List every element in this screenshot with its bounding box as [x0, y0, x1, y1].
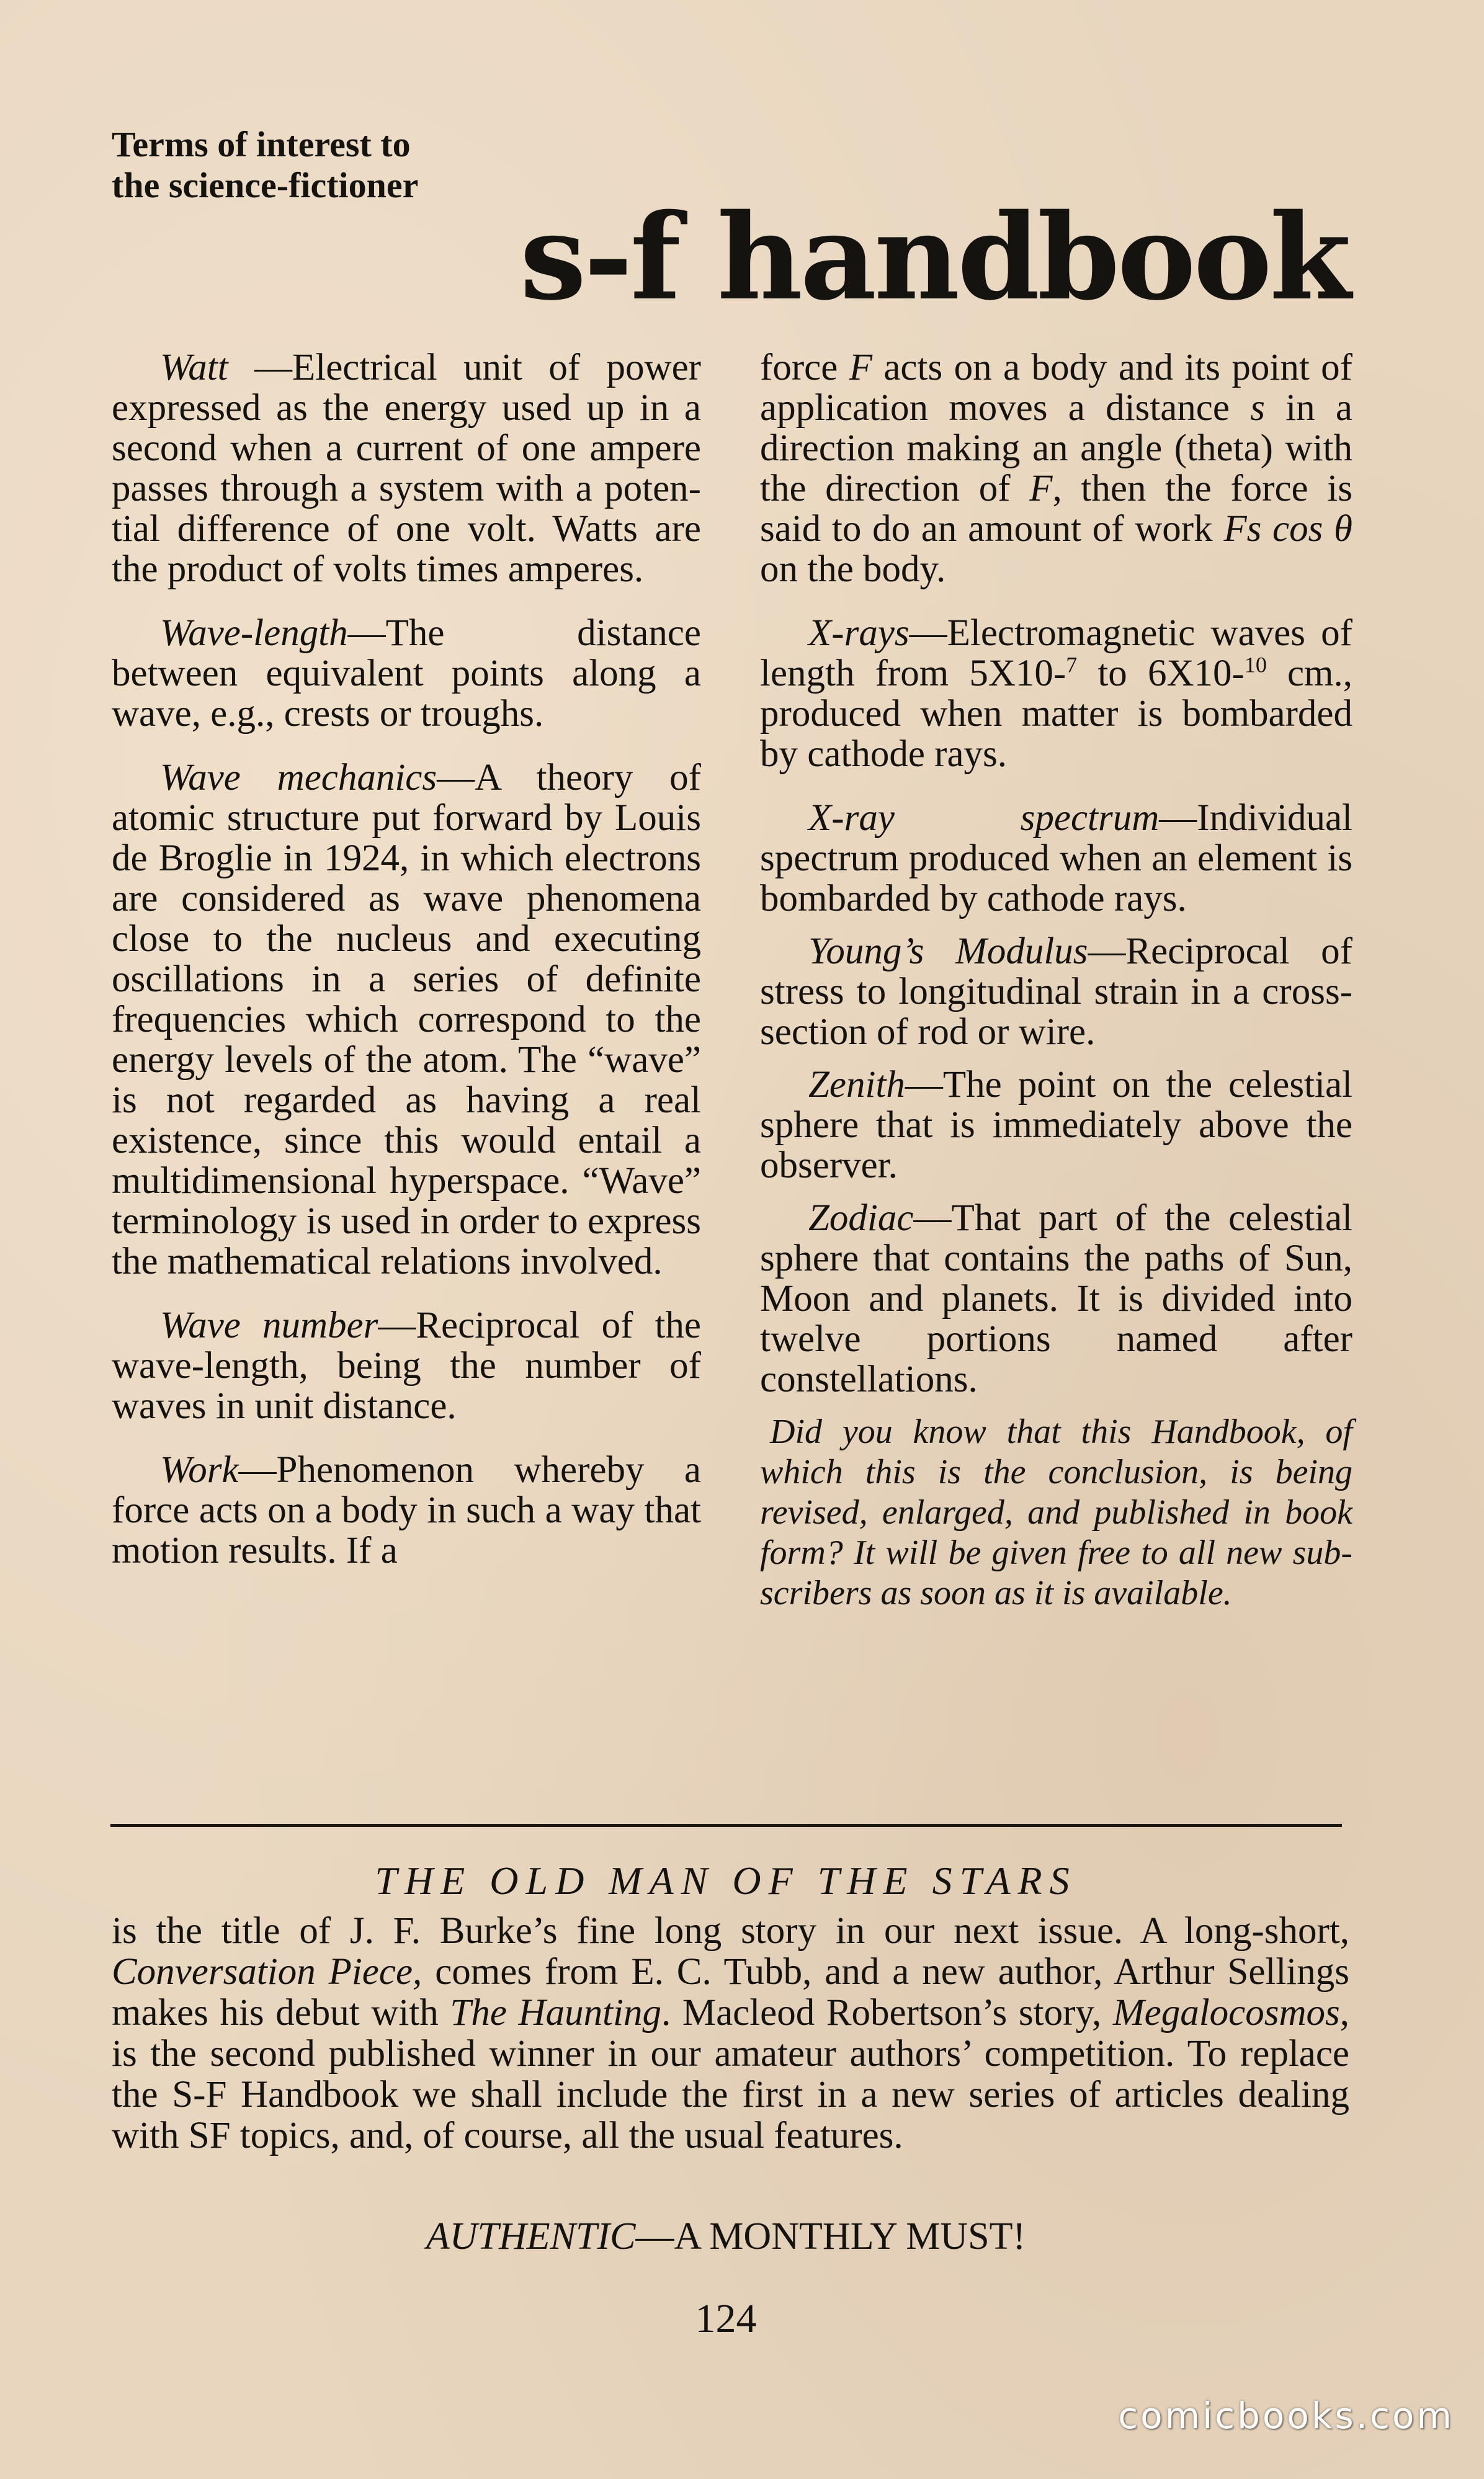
math-variable: s [1250, 387, 1265, 429]
glossary-definition: cm., produced when matter is bombarded by cathode rays. [760, 653, 1352, 775]
magazine-name: AUTHENTIC [426, 2215, 636, 2258]
kicker-line-1: Terms of interest to [112, 124, 411, 164]
glossary-term: Young’s Modulus [808, 931, 1088, 972]
glossary-definition: —Reciprocal of stress to longitudinal strain in a cross-section of rod or wire. [760, 931, 1352, 1053]
math-formula: Fs cos θ [1223, 508, 1353, 550]
glossary-definition: —The distance between equivalent points along a wave, e.g., crests or troughs. [112, 612, 701, 735]
math-variable: F [849, 347, 872, 388]
magazine-slogan [0, 2215, 1452, 2259]
glossary-term: Wave number [160, 1305, 378, 1346]
glossary-entry-watt [112, 347, 701, 589]
glossary-entry-x-ray-spectrum [760, 798, 1352, 919]
math-variable: F [1029, 468, 1053, 509]
kicker-line-2: the science-fictioner [112, 165, 419, 205]
glossary-term: Zodiac [808, 1197, 914, 1239]
page-number: 124 [695, 2296, 757, 2341]
glossary-entry-wave-mechanics [112, 757, 701, 1282]
glossary-definition: —Phenomenon whereby a force acts on a body in such a way that motion results. If a [112, 1449, 701, 1571]
handbook-note: Did you know that this Handbook, of which this is the conclusion, is being revised, enlarged, and published in book form? It will be given free to all new subscribers as soon as it is available. [760, 1413, 1352, 1612]
right-column [760, 347, 1352, 1637]
site-watermark: comicbooks.com [1118, 2395, 1454, 2437]
glossary-term: Work [160, 1449, 239, 1491]
next-issue-text [112, 1911, 1349, 2156]
glossary-definition: —A theory of atomic structure put forward by Louis de Broglie in 1924, in which electrons are considered as wave phenomena close to the nucleus and executing oscillations in a series of definite frequencies which correspond to the energy levels of the atom. The “wave” is not regarded as having a real existence, since this would entail a multidimensional hyperspace. “Wave” terminology is used in order to express the mathematical relations involved. [112, 757, 701, 1282]
text-fragment: . Macleod Robertson’s story, [661, 1992, 1113, 2034]
left-column [112, 347, 701, 1594]
glossary-term: X-ray spectrum [808, 797, 1160, 839]
glossary-term: Zenith [808, 1064, 905, 1106]
glossary-entry-wave-number [112, 1305, 701, 1426]
glossary-term: X-rays [808, 612, 910, 654]
next-issue-heading: THE OLD MAN OF THE STARS [375, 1859, 1077, 1903]
glossary-entry-zenith [760, 1065, 1352, 1186]
glossary-entry-zodiac [760, 1198, 1352, 1400]
story-title: Megalocosmos [1112, 1992, 1340, 2034]
exponent: 10 [1244, 652, 1267, 677]
section-kicker [112, 124, 418, 206]
glossary-definition: —Individual spectrum produced when an element is bombarded by cathode rays. [760, 797, 1352, 919]
exponent: 7 [1066, 652, 1078, 677]
glossary-definition: to 6X10- [1077, 653, 1245, 694]
glossary-term: Wave-length [160, 612, 348, 654]
glossary-entry-work-continued [760, 347, 1352, 589]
glossary-definition: —The point on the celestial sphere that is immediately above the observer. [760, 1064, 1352, 1186]
text-fragment: force [760, 347, 849, 388]
text-fragment: acts on a body and its point of application moves a distance [760, 347, 1352, 429]
glossary-entry-work [112, 1450, 701, 1571]
text-fragment: is the title of J. F. Burke’s fine long story in our next issue. A long-short, [112, 1910, 1349, 1952]
text-fragment: , then the force is said to do an amount of work [760, 468, 1352, 550]
glossary-definition: —Electromagnetic waves of length from 5X10- [760, 612, 1352, 694]
page-title: s-f handbook [520, 188, 1349, 326]
glossary-definition: —Reciprocal of the wave-length, being the number of waves in unit distance. [112, 1305, 701, 1427]
glossary-term: Wave mechanics [160, 757, 437, 798]
text-fragment: comes from E. C. Tubb, and a new author, Arthur Sellings makes his debut with [112, 1951, 1349, 2034]
text-fragment: on the body. [760, 548, 946, 590]
glossary-entry-wave-length [112, 613, 701, 734]
section-divider [110, 1824, 1342, 1827]
text-fragment: , is the second published winner in our amateur authors’ competition. To replace the S-F Handbook we shall include the first in a new series of articles dealing with SF topics, and, of course, all the usual features. [112, 1992, 1350, 2156]
glossary-entry-x-rays [760, 613, 1352, 774]
glossary-definition: —That part of the celestial sphere that contains the paths of Sun, Moon and planets. It is divided into twelve portions named after constellations. [760, 1197, 1352, 1400]
glossary-term: Watt [160, 347, 228, 388]
story-title: The Haunting [450, 1992, 661, 2034]
glossary-entry-youngs-modulus [760, 931, 1352, 1052]
story-title: Conversation Piece, [112, 1951, 422, 1993]
slogan-text: —A MONTHLY MUST! [635, 2215, 1026, 2258]
text-fragment: in a direction making an angle (theta) with the direction of [760, 387, 1352, 509]
glossary-definition: —Electrical unit of power expressed as the energy used up in a second when a current of one ampere passes through a system with a potential difference of one volt. Watts are the product of volts times amperes. [112, 347, 701, 590]
